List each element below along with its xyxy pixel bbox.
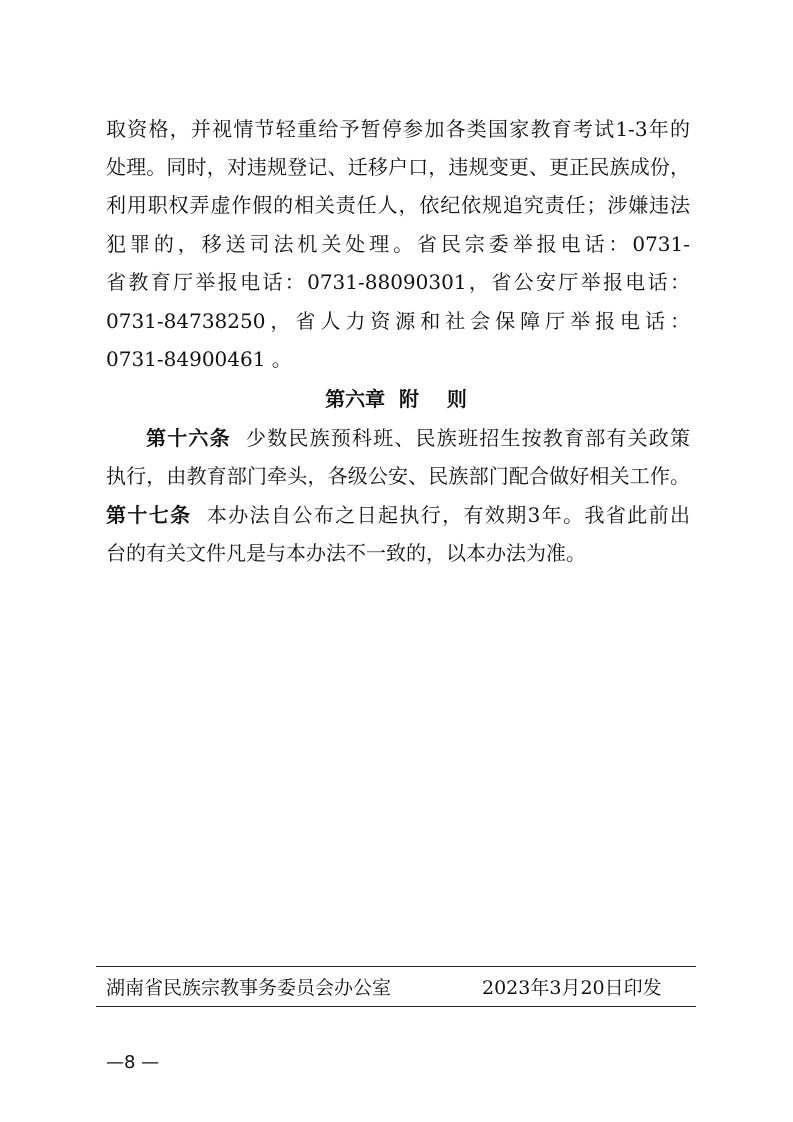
body-line-1: 取资格，并视情节轻重给予暂停参加各类国家教育考试1-3年的 xyxy=(106,117,690,141)
body-line-6: 0731-84738250，省人力资源和社会保障厅举报电话： xyxy=(106,309,690,333)
body-line-2: 处理。同时，对违规登记、迁移户口，违规变更、更正民族成份， xyxy=(106,155,690,179)
footer-issuer: 湖南省民族宗教事务委员会办公室 xyxy=(106,977,392,999)
article-16-line-2: 执行，由教育部门牵头，各级公安、民族部门配合做好相关工作。 xyxy=(106,464,690,488)
article-16-line-1 xyxy=(146,426,690,450)
article-17-line-2: 台的有关文件凡是与本办法不一致的，以本办法为准。 xyxy=(106,541,586,565)
article-17-label: 第十七条 xyxy=(106,503,192,527)
article-16-text-1: 少数民族预科班、民族班招生按教育部有关政策 xyxy=(244,426,690,450)
footer-top-rule xyxy=(96,966,696,967)
body-line-4: 犯罪的，移送司法机关处理。省民宗委举报电话：0731- xyxy=(106,232,690,256)
body-line-7: 0731-84900461 。 xyxy=(106,347,292,371)
article-17-line-1 xyxy=(106,503,690,527)
footer-date: 2023年3月20日印发 xyxy=(482,977,662,999)
chapter-title: 第六章 附 则 xyxy=(325,387,467,411)
footer-bottom-rule xyxy=(96,1006,696,1007)
page-number: —8 — xyxy=(106,1052,160,1073)
article-17-text-1: 本办法自公布之日起执行，有效期3年。我省此前出 xyxy=(205,503,690,527)
body-line-5: 省教育厅举报电话：0731-88090301，省公安厅举报电话： xyxy=(106,270,690,294)
body-line-3: 利用职权弄虚作假的相关责任人，依纪依规追究责任；涉嫌违法 xyxy=(106,193,690,217)
article-16-label: 第十六条 xyxy=(146,426,231,450)
